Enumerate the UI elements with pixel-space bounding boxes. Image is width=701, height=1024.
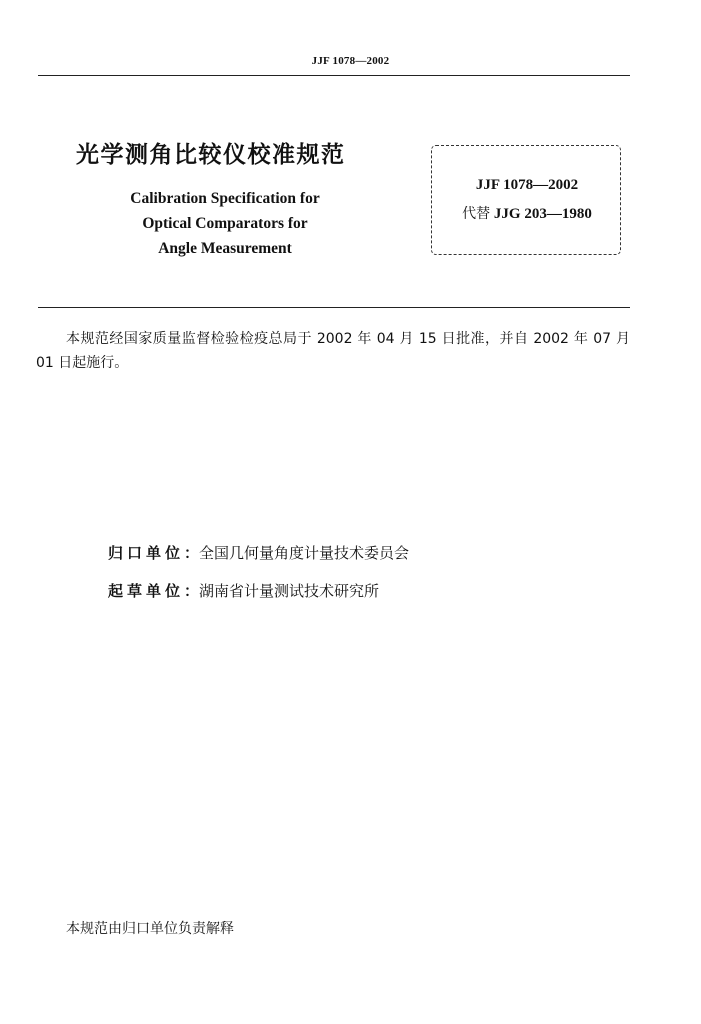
drafting-unit-separator: ： <box>184 582 200 600</box>
title-en-line-2: Optical Comparators for <box>142 215 308 232</box>
replaces-line <box>432 203 622 223</box>
drafting-unit-label: 起草单位 <box>108 582 185 600</box>
header-rule <box>38 75 630 76</box>
running-header: JJF 1078—2002 <box>311 55 390 67</box>
title-en-line-3: Angle Measurement <box>158 240 292 257</box>
standard-number: JJF 1078—2002 <box>475 177 579 193</box>
responsible-unit-row <box>108 542 409 563</box>
replaces-label: 代替 <box>462 206 491 222</box>
responsible-unit-separator: ： <box>184 544 200 562</box>
drafting-unit-value: 湖南省计量测试技术研究所 <box>199 582 380 600</box>
interpretation-note: 本规范由归口单位负责解释 <box>66 921 234 937</box>
responsible-unit-value: 全国几何量角度计量技术委员会 <box>199 544 410 562</box>
drafting-unit-row <box>108 580 379 601</box>
document-title-en <box>95 186 355 261</box>
standard-code-box <box>431 145 621 255</box>
approval-statement: 本规范经国家质量监督检验检疫总局于 2002 年 04 月 15 日批准，并自 2002 年 07 月 01 日起施行。 <box>36 331 630 371</box>
replaced-standard-number: JJG 203—1980 <box>493 206 592 222</box>
responsible-unit-label: 归口单位 <box>108 544 185 562</box>
title-en-line-1: Calibration Specification for <box>130 190 320 207</box>
document-title-cn: 光学测角比较仪校准规范 <box>76 142 346 168</box>
section-rule <box>38 307 630 308</box>
